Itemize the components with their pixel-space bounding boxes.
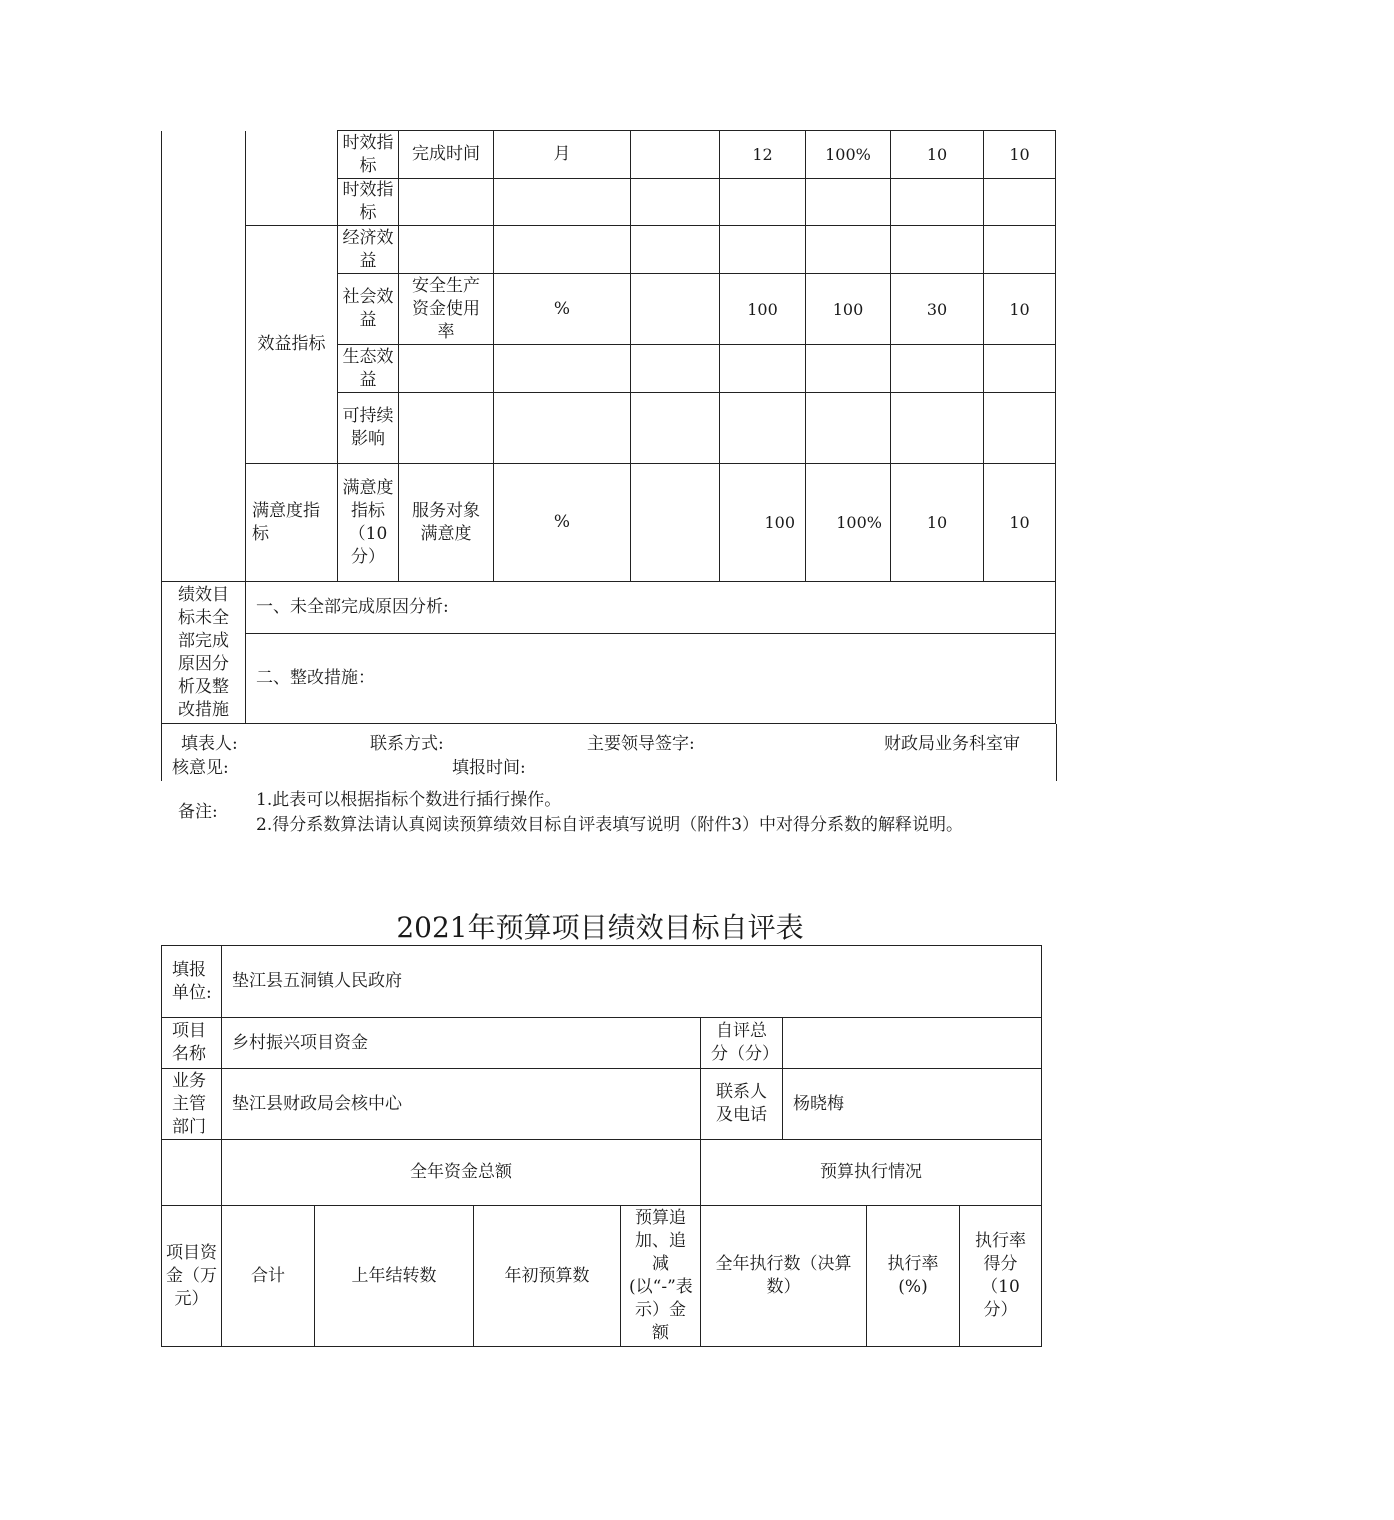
dept-value: 垫江县财政局会核中心: [222, 1069, 701, 1140]
indicator-target: [631, 345, 720, 393]
col-previous-carryover: 上年结转数: [315, 1206, 474, 1347]
indicator-table: [161, 130, 1056, 724]
col-total: 合计: [222, 1206, 315, 1347]
indicator-unit: [494, 345, 631, 393]
indicator-unit: %: [494, 464, 631, 582]
sub-indicator: 可持续影响: [338, 393, 399, 464]
indicator-unit: [494, 179, 631, 226]
budget-self-eval-table: [161, 945, 1042, 1347]
fill-unit-label: 填报单位:: [162, 946, 222, 1018]
indicator-item: 服务对象满意度: [399, 464, 494, 582]
indicator-weight: [891, 345, 984, 393]
col-annual-execution: 全年执行数（决算数）: [701, 1206, 867, 1347]
indicator-rate: [806, 179, 891, 226]
leader-signature-label: 主要领导签字:: [587, 734, 695, 754]
sub-indicator: 生态效益: [338, 345, 399, 393]
indicator-weight: 10: [891, 131, 984, 179]
contact-label: 联系人及电话: [701, 1069, 783, 1140]
review-opinion-label: 财政局业务科室审: [884, 734, 1020, 754]
project-name-value: 乡村振兴项目资金: [222, 1018, 701, 1069]
indicator-unit: [494, 393, 631, 464]
budget-execution-header: 预算执行情况: [701, 1140, 1042, 1206]
sub-indicator: 社会效益: [338, 274, 399, 345]
reason-analysis: 一、未全部完成原因分析:: [246, 582, 1056, 634]
notes-label: 备注:: [178, 802, 218, 822]
indicator-score: 10: [984, 131, 1056, 179]
satisfaction-indicator-label: 满意度指标: [246, 464, 338, 582]
indicator-unit: [494, 226, 631, 274]
indicator-rate: [806, 345, 891, 393]
col-initial-budget: 年初预算数: [474, 1206, 621, 1347]
indicator-item: [399, 393, 494, 464]
contact-method-label: 联系方式:: [370, 734, 444, 754]
col-budget-adjustment: 预算追加、追减(以“-”表示）金额: [621, 1206, 701, 1347]
indicator-weight: [891, 179, 984, 226]
indicator-actual: [720, 179, 806, 226]
indicator-actual: 12: [720, 131, 806, 179]
sub-indicator: 经济效益: [338, 226, 399, 274]
indicator-rate: 100%: [806, 464, 891, 582]
sub-indicator: 满意度指标（10分）: [338, 464, 399, 582]
indicator-unit: 月: [494, 131, 631, 179]
indicator-score: [984, 226, 1056, 274]
indicator-rate: 100%: [806, 131, 891, 179]
benefit-indicator-label: 效益指标: [246, 226, 338, 464]
project-fund-label: 项目资金（万元）: [162, 1206, 222, 1347]
indicator-weight: 30: [891, 274, 984, 345]
indicator-item: 完成时间: [399, 131, 494, 179]
indicator-unit: %: [494, 274, 631, 345]
filler-label: 填表人:: [181, 734, 238, 754]
signature-area: [161, 724, 1057, 781]
indicator-score: 10: [984, 464, 1056, 582]
col-execution-score: 执行率得分（10分）: [960, 1206, 1042, 1347]
reason-label: 绩效目标未全部完成原因分析及整改措施: [162, 582, 246, 724]
note-1: 1.此表可以根据指标个数进行插行操作。: [256, 790, 562, 810]
indicator-target: [631, 464, 720, 582]
form-title: 2021年预算项目绩效目标自评表: [396, 911, 804, 944]
indicator-weight: [891, 393, 984, 464]
indicator-item: [399, 226, 494, 274]
indicator-target: [631, 393, 720, 464]
self-score-label: 自评总分（分）: [701, 1018, 783, 1069]
empty-corner-cell: [162, 1140, 222, 1206]
indicator-actual: [720, 345, 806, 393]
indicator-score: [984, 179, 1056, 226]
fill-date-label: 填报时间:: [452, 758, 526, 778]
indicator-weight: [891, 226, 984, 274]
indicator-weight: 10: [891, 464, 984, 582]
indicator-item: [399, 345, 494, 393]
indicator-score: [984, 345, 1056, 393]
review-opinion-label-cont: 核意见:: [172, 758, 229, 778]
indicator-target: [631, 274, 720, 345]
category-cell: [162, 131, 246, 582]
self-score-value: [783, 1018, 1042, 1069]
indicator-actual: [720, 226, 806, 274]
indicator-rate: [806, 393, 891, 464]
output-indicator-cell: [246, 131, 338, 226]
project-name-label: 项目名称: [162, 1018, 222, 1069]
indicator-item: 安全生产资金使用率: [399, 274, 494, 345]
fill-unit-value: 垫江县五洞镇人民政府: [222, 946, 1042, 1018]
indicator-target: [631, 179, 720, 226]
col-execution-rate: 执行率(%): [867, 1206, 960, 1347]
indicator-rate: 100: [806, 274, 891, 345]
indicator-score: [984, 393, 1056, 464]
indicator-item: [399, 179, 494, 226]
sub-indicator: 时效指标: [338, 179, 399, 226]
indicator-actual: [720, 393, 806, 464]
rectification-measures: 二、整改措施：: [246, 634, 1056, 724]
indicator-target: [631, 131, 720, 179]
indicator-score: 10: [984, 274, 1056, 345]
indicator-actual: 100: [720, 464, 806, 582]
sub-indicator: 时效指标: [338, 131, 399, 179]
note-2: 2.得分系数算法请认真阅读预算绩效目标自评表填写说明（附件3）中对得分系数的解释说明。: [256, 815, 964, 835]
indicator-target: [631, 226, 720, 274]
dept-label: 业务主管部门: [162, 1069, 222, 1140]
indicator-rate: [806, 226, 891, 274]
indicator-actual: 100: [720, 274, 806, 345]
contact-value: 杨晓梅: [783, 1069, 1042, 1140]
annual-total-header: 全年资金总额: [222, 1140, 701, 1206]
